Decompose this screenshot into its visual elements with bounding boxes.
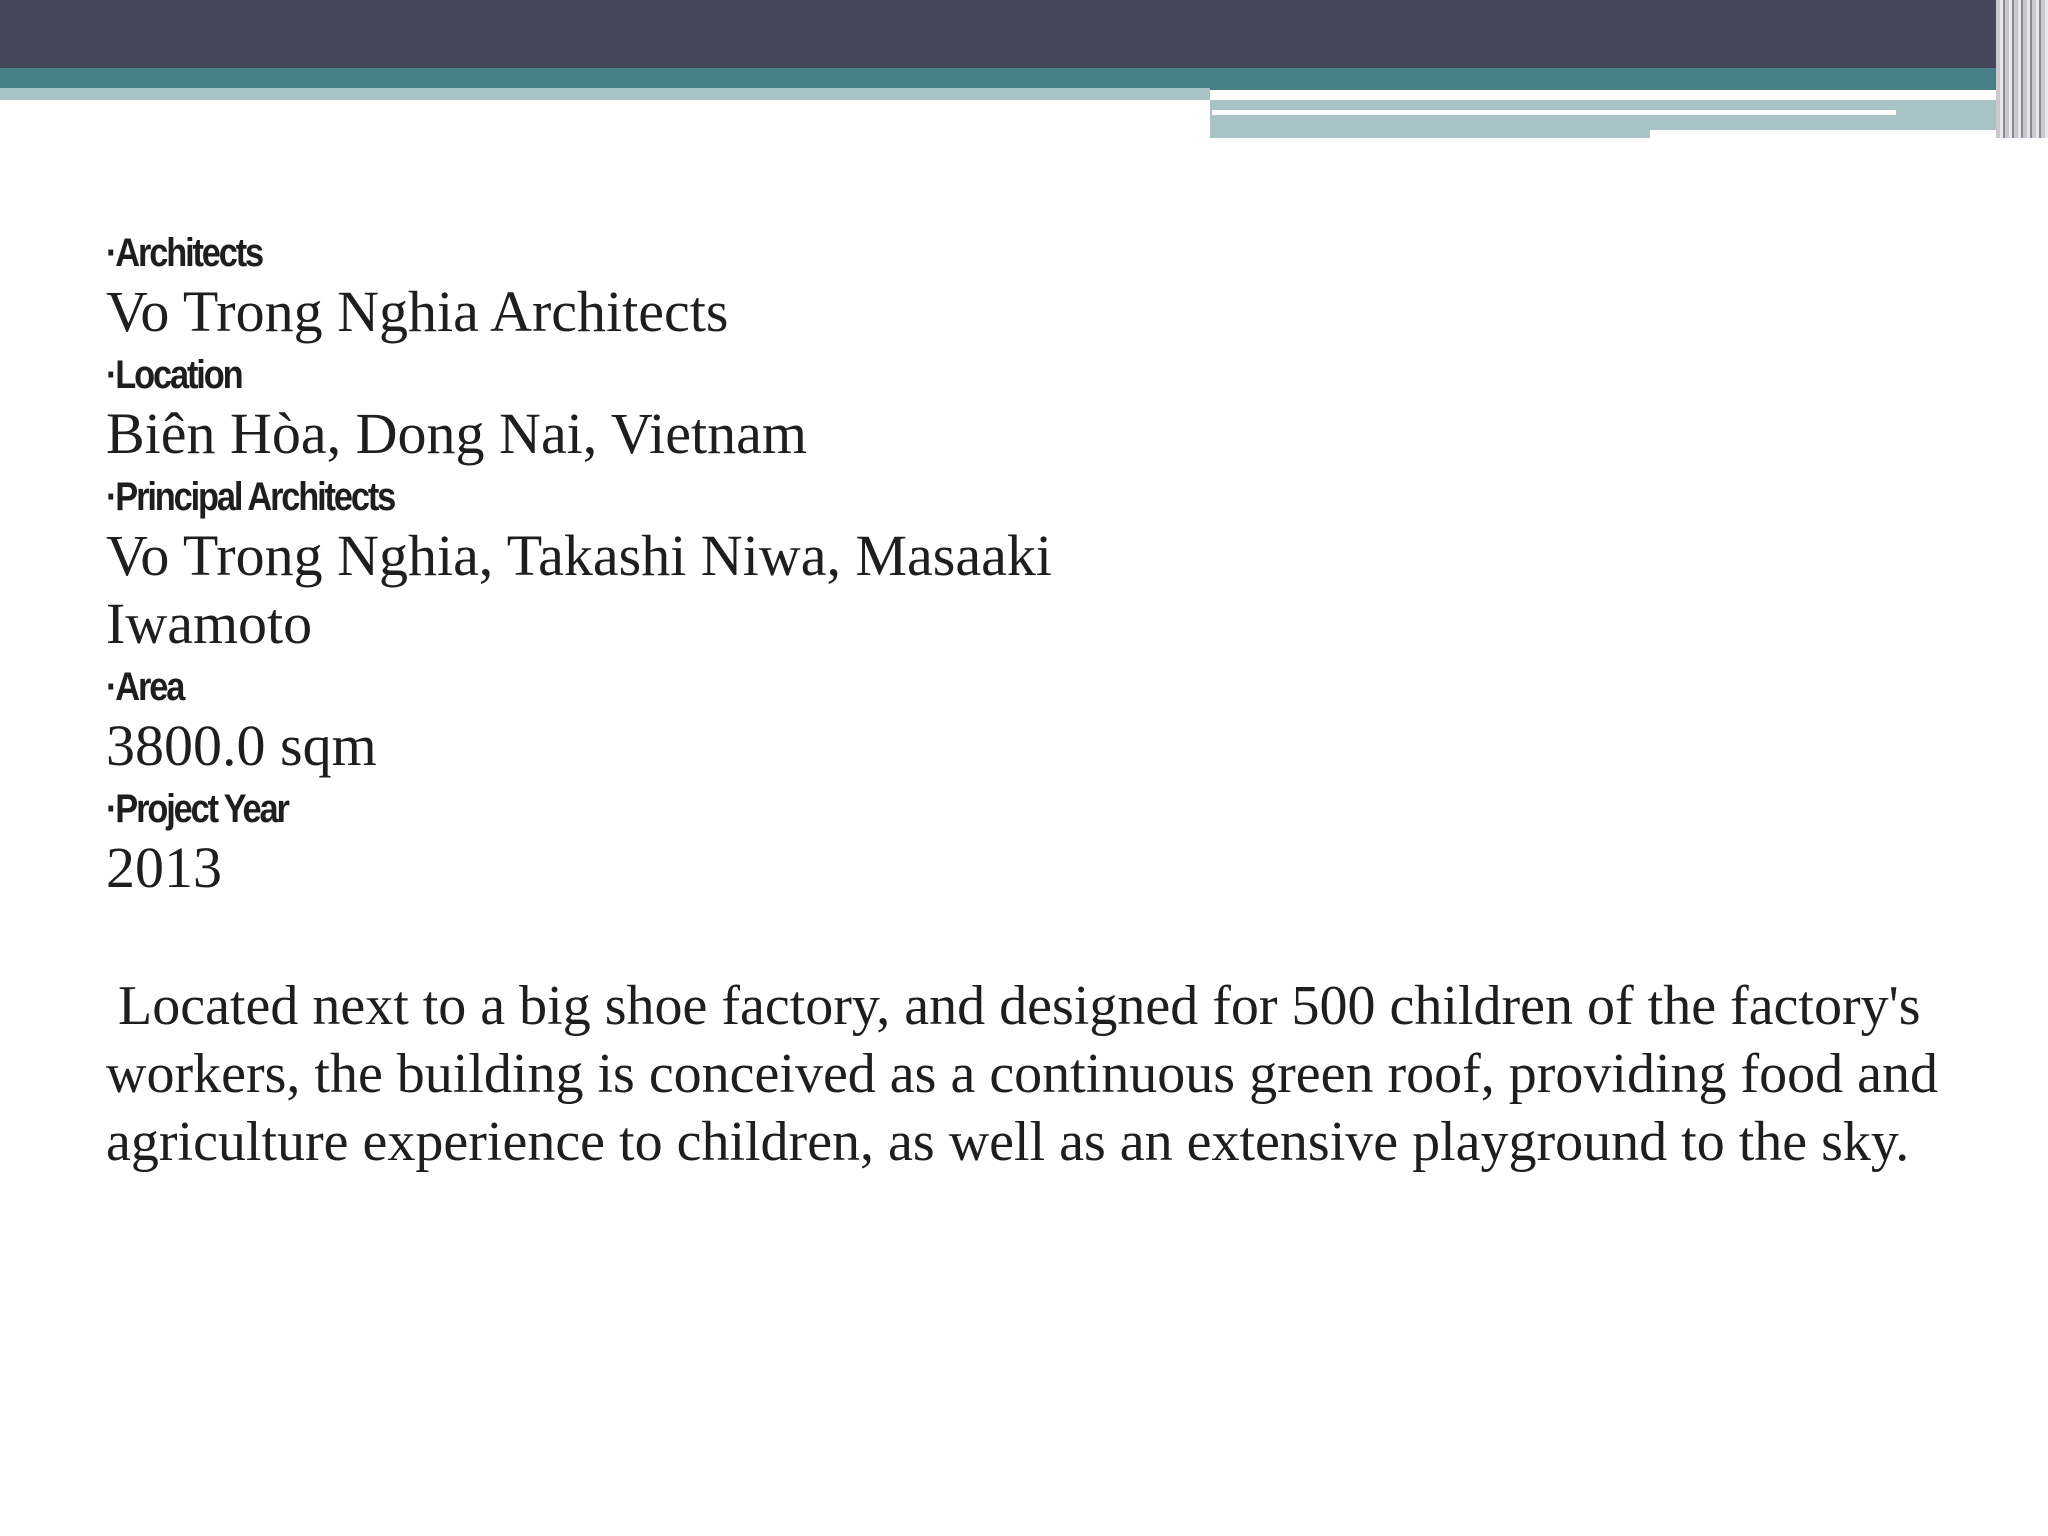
field-value-area: 3800.0 sqm — [106, 713, 377, 778]
field-label-architects: ·Architects — [106, 231, 263, 275]
field-label-location: ·Location — [106, 353, 242, 397]
header-white-line — [1212, 110, 1896, 115]
project-info — [106, 228, 1966, 1176]
header-white-line — [1650, 130, 2048, 138]
project-description: Located next to a big shoe factory, and designed for 500 children of the factory's workers, the building is conceived as a continuous green roof, providing food and agriculture experience to children, as well as an extensive playground to the sky. — [106, 975, 1939, 1173]
field-value-location: Biên Hòa, Dong Nai, Vietnam — [106, 401, 807, 466]
field-value-project-year: 2013 — [106, 835, 222, 900]
header-teal-bar — [0, 68, 2048, 90]
field-label-project-year: ·Project Year — [106, 787, 288, 831]
field-label-principal-architects: ·Principal Architects — [106, 475, 395, 519]
field-value-architects: Vo Trong Nghia Architects — [106, 279, 729, 344]
header-dark-bar — [0, 0, 2048, 68]
header-stripes-decoration — [1996, 0, 2048, 138]
field-label-area: ·Area — [106, 665, 184, 709]
header-light-bar — [0, 88, 1210, 100]
field-value-principal-architects: Vo Trong Nghia, Takashi Niwa, Masaaki Iwamoto — [106, 523, 1052, 656]
